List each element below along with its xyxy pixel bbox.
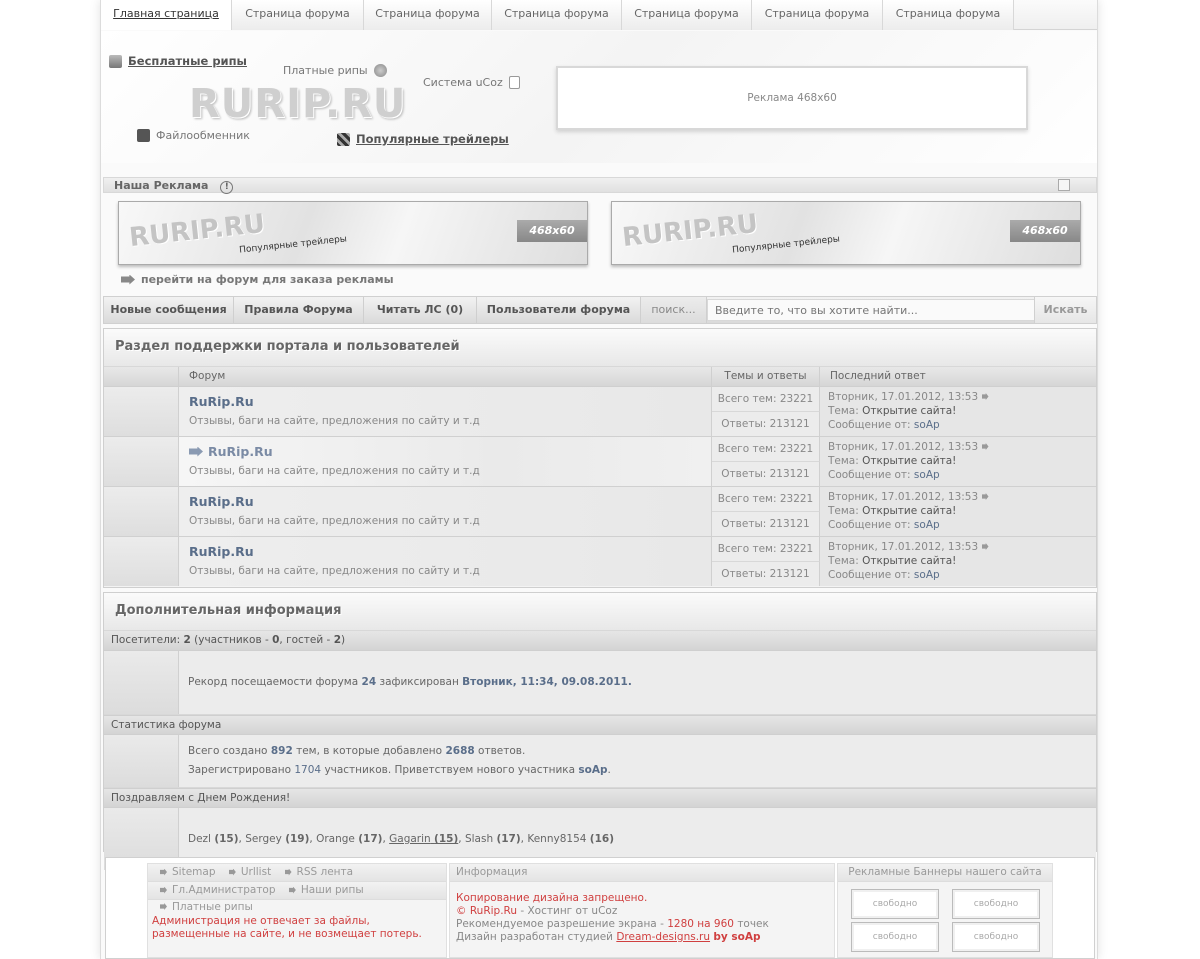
birthday-age: (15) [434,833,459,845]
our-ads-bar [103,177,1097,193]
last-author-link[interactable]: soAp [913,469,940,481]
section-title: Раздел поддержки портала и пользователей [104,329,1096,367]
go-to-post-icon[interactable] [982,443,989,450]
go-to-post-icon[interactable] [982,393,989,400]
visitors-total: 2 [183,634,191,646]
search-button[interactable]: Искать [1034,297,1096,323]
banner-slot[interactable]: свободно [851,889,939,919]
record-icon [104,651,179,714]
banner-slot[interactable]: свободно [851,922,939,952]
birthday-age: (16) [589,833,614,845]
members-count: 0 [272,634,280,646]
footer-links-row2 [148,882,446,913]
forum-title: RuRip.Ru [208,444,273,459]
forum-row[interactable] [104,437,1096,487]
design-studio-link[interactable]: Dream-designs.ru [616,931,711,943]
author-label: Сообщение от: [828,519,911,531]
replies-count: Ответы: 213121 [712,562,820,586]
topic-label: Тема: [828,455,859,467]
forum-cell [179,437,712,486]
menu-new-messages[interactable]: Новые сообщения [104,297,234,323]
site-logo: RURIP.RU [189,81,407,127]
tab-home[interactable]: Главная страница [101,0,232,30]
paid-rips-footer-link[interactable] [160,899,253,915]
resolution-pre: Рекомендуемое разрешение экрана - [456,918,664,930]
popular-trailers-link[interactable] [337,132,509,146]
banner-size: 468x60 [517,220,587,242]
birthday-user[interactable] [188,833,239,845]
forum-table-header [104,367,1096,387]
floppy-icon [137,129,150,142]
birthday-user[interactable] [465,833,521,845]
birthday-age: (15) [214,833,239,845]
last-topic-link[interactable]: Открытие сайта! [862,455,957,467]
forum-title: RuRip.Ru [189,544,254,559]
sitemap-link[interactable] [160,864,216,880]
copyright: © RuRip.Ru [456,905,518,917]
forum-row[interactable] [104,537,1096,587]
ad-banner-right[interactable] [611,201,1081,265]
author-label: Сообщение от: [828,469,911,481]
banner-slot[interactable]: свободно [952,889,1040,919]
stats1-end: ответов. [478,745,526,757]
free-rips-label: Бесплатные рипы [128,54,247,68]
birthday-header: Поздравляем с Днем Рождения! [104,788,1096,808]
last-reply-cell [820,487,1096,536]
sitemap-label: Sitemap [172,866,216,878]
visitors-header [104,631,1096,651]
forum-row[interactable] [104,487,1096,537]
topic-label: Тема: [828,555,859,567]
urllist-link[interactable] [229,864,271,880]
birthday-name: Kenny8154 [527,833,587,845]
forum-title: RuRip.Ru [189,394,254,409]
order-ads-link[interactable] [121,273,394,286]
topics-count: Всего тем: 23221 [712,487,820,512]
paid-rips-label: Платные рипы [283,64,368,77]
file-exchange-label: Файлообменник [156,129,250,142]
stats-header: Статистика форума [104,715,1096,735]
search-label: поиск... [641,297,707,323]
guests-label: , гостей - [279,634,331,646]
visitors-label: Посетители: [111,634,181,646]
forum-section [103,328,1097,588]
free-rips-link[interactable] [109,54,247,68]
file-exchange-link[interactable] [137,129,250,142]
forum-title-link[interactable] [189,394,254,409]
paid-rips-footer-label: Платные рипы [172,900,253,913]
forum-menu-bar [103,296,1097,324]
birthday-name: Sergey [245,833,282,845]
menu-forum-rules[interactable]: Правила Форума [234,297,364,323]
posts-total: 2688 [445,745,475,757]
author-label: Сообщение от: [828,419,911,431]
banner-logo: RURIP.RU [127,208,267,254]
arrow-right-icon [160,903,167,910]
birthday-age: (19) [285,833,310,845]
forum-status-icon [104,487,179,536]
clapperboard-icon [337,133,350,146]
design-by: by soAp [713,931,761,943]
search-input[interactable] [707,299,1035,321]
last-reply-cell [820,537,1096,586]
banner-logo: RURIP.RU [620,208,760,254]
forum-title: RuRip.Ru [189,494,254,509]
disclaimer: Администрация не отвечает за файлы, размещенные на сайте, и не возмещает потерь. [152,915,422,940]
go-to-post-icon[interactable] [982,493,989,500]
resolution-value: 1280 на 960 [667,918,734,930]
replies-count: Ответы: 213121 [712,412,820,436]
footer-info-text [450,882,834,944]
last-author-link[interactable]: soAp [913,519,940,531]
replies-count: Ответы: 213121 [712,512,820,536]
col-icon [104,367,179,387]
go-to-post-icon[interactable] [982,543,989,550]
copy-forbidden: Копирование дизайна запрещено. [456,892,648,904]
banner-text: Популярные трейлеры [731,234,841,256]
record-row [104,651,1096,715]
new-user-link[interactable]: soAp [578,764,608,776]
collapse-icon[interactable] [1058,179,1070,191]
footer-links [147,863,447,958]
lock-icon [109,55,122,68]
hosting-info: - Хостинг от uCoz [520,905,618,917]
tab-forum-page[interactable]: Страница форума [232,0,364,30]
forum-title-link[interactable] [189,494,254,509]
forum-description: Отзывы, баги на сайте, предложения по сайту и т.д [189,415,480,427]
last-reply-date: Вторник, 17.01.2012, 13:53 [828,391,979,403]
author-label: Сообщение от: [828,569,911,581]
rss-link[interactable] [285,864,354,880]
topics-count: Всего тем: 23221 [712,387,820,412]
forum-title-link[interactable] [189,444,273,459]
topic-label: Тема: [828,405,859,417]
arrow-right-icon [160,887,167,894]
forum-description: Отзывы, баги на сайте, предложения по сайту и т.д [189,465,480,477]
birthday-name: Orange [316,833,355,845]
forum-status-icon [104,537,179,586]
birthday-user[interactable] [527,833,614,845]
last-topic-link[interactable]: Открытие сайта! [862,505,957,517]
record-text [179,651,1096,714]
last-reply-cell [820,387,1096,436]
forum-description: Отзывы, баги на сайте, предложения по сайту и т.д [189,515,480,527]
col-forum: Форум [179,367,712,387]
document-icon [509,76,520,89]
top-nav [101,0,1098,30]
forum-status-icon [104,437,179,486]
birthday-user[interactable] [245,833,309,845]
stats-row [104,735,1096,788]
arrow-right-icon [121,275,135,285]
birthday-user[interactable] [389,833,458,845]
header-ad-slot[interactable]: Реклама 468x60 [556,66,1028,130]
arrow-right-icon [189,447,203,457]
last-reply-date: Вторник, 17.01.2012, 13:53 [828,441,979,453]
arrow-right-icon [160,869,167,876]
last-reply-date: Вторник, 17.01.2012, 13:53 [828,541,979,553]
forum-row[interactable] [104,387,1096,437]
forum-rows [104,387,1096,587]
col-topics: Темы и ответы [712,367,820,387]
tab-forum-page[interactable]: Страница форума [492,0,622,30]
stats2-mid: участников. Приветствуем нового участника [324,764,576,776]
tab-forum-page[interactable]: Страница форума [752,0,883,30]
last-topic-link[interactable]: Открытие сайта! [862,555,957,567]
topic-label: Тема: [828,505,859,517]
birthday-user[interactable] [316,833,382,845]
forum-cell [179,487,712,536]
arrow-right-icon [285,869,292,876]
birthday-list: Dezl (15), Sergey (19), Orange (17), Gagarin (15), Slash (17), Kenny8154 (16) [179,808,1096,870]
visitors-mid: (участников - [194,634,269,646]
banner-size: 468x60 [1010,220,1080,242]
record-pre: Рекорд посещаемости форума [188,676,359,688]
info-title: Дополнительная информация [104,593,1096,631]
admin-link[interactable] [160,882,276,898]
topics-count: Всего тем: 23221 [712,437,820,462]
our-ads-title-text: Наша Реклама [114,179,209,192]
site-footer [105,857,1095,959]
footer-links-row1 [148,864,446,882]
menu-read-pm[interactable]: Читать ЛС (0) [364,297,477,323]
last-author-link[interactable]: soAp [913,419,940,431]
info-icon: ! [220,181,233,194]
forum-cell [179,387,712,436]
stats1-mid: тем, в которые добавлено [296,745,443,757]
last-reply-date: Вторник, 17.01.2012, 13:53 [828,491,979,503]
site-header [101,31,1098,163]
banners-title: Рекламные Баннеры нашего сайта [838,864,1052,882]
order-ads-label: перейти на форум для заказа рекламы [141,273,394,286]
topics-total: 892 [270,745,293,757]
replies-count: Ответы: 213121 [712,462,820,486]
footer-info [449,863,835,958]
tab-forum-page[interactable]: Страница форума [364,0,492,30]
topics-count: Всего тем: 23221 [712,537,820,562]
users-total: 1704 [294,764,322,776]
forum-status-icon [104,387,179,436]
birthday-age: (17) [358,833,383,845]
forum-title-link[interactable] [189,544,254,559]
stats-icon [104,735,179,787]
footer-banners [837,863,1053,958]
admin-label: Гл.Администратор [172,884,276,896]
our-rips-link[interactable] [289,882,364,898]
menu-forum-users[interactable]: Пользователи форума [477,297,641,323]
banner-text: Популярные трейлеры [238,234,348,256]
our-rips-label: Наши рипы [300,884,364,896]
forum-description: Отзывы, баги на сайте, предложения по сайту и т.д [189,565,480,577]
urllist-label: Urllist [240,866,272,878]
ad-banner-left[interactable] [118,201,588,265]
arrow-right-icon [289,887,296,894]
popular-trailers-label: Популярные трейлеры [356,132,509,146]
stats2-pre: Зарегистрировано [188,764,292,776]
design-pre: Дизайн разработан студией [456,931,613,943]
info-section [103,592,1097,852]
record-mid: зафиксирован [379,676,459,688]
resolution-end: точек [737,918,769,930]
record-date: Вторник, 11:34, 09.08.2011. [462,676,632,688]
page [100,0,1098,959]
birthday-name: Gagarin [389,833,431,845]
last-author-link[interactable]: soAp [913,569,940,581]
forum-cell [179,537,712,586]
stats2-end: . [607,764,611,776]
guests-count: 2 [333,634,341,646]
last-topic-link[interactable]: Открытие сайта! [862,405,957,417]
birthday-name: Slash [464,833,494,845]
our-ads-title [114,179,233,194]
footer-info-title: Информация [450,864,834,882]
col-last-reply: Последний ответ [820,367,1096,387]
arrow-right-icon [229,869,236,876]
paid-rips-link[interactable] [283,64,387,77]
birthday-name: Dezl [188,833,211,845]
stats-text [179,735,1096,787]
tab-forum-page[interactable]: Страница форума [883,0,1014,30]
tab-forum-page[interactable]: Страница форума [622,0,752,30]
banner-slot[interactable]: свободно [952,922,1040,952]
last-reply-cell [820,437,1096,486]
birthday-age: (17) [496,833,521,845]
coins-icon [374,64,387,77]
visitors-end: ) [341,634,346,646]
ucoz-system-link[interactable] [423,76,520,89]
record-num: 24 [361,676,377,688]
rss-label: RSS лента [296,866,354,878]
stats1-pre: Всего создано [188,745,268,757]
ucoz-system-label: Система uCoz [423,76,503,89]
